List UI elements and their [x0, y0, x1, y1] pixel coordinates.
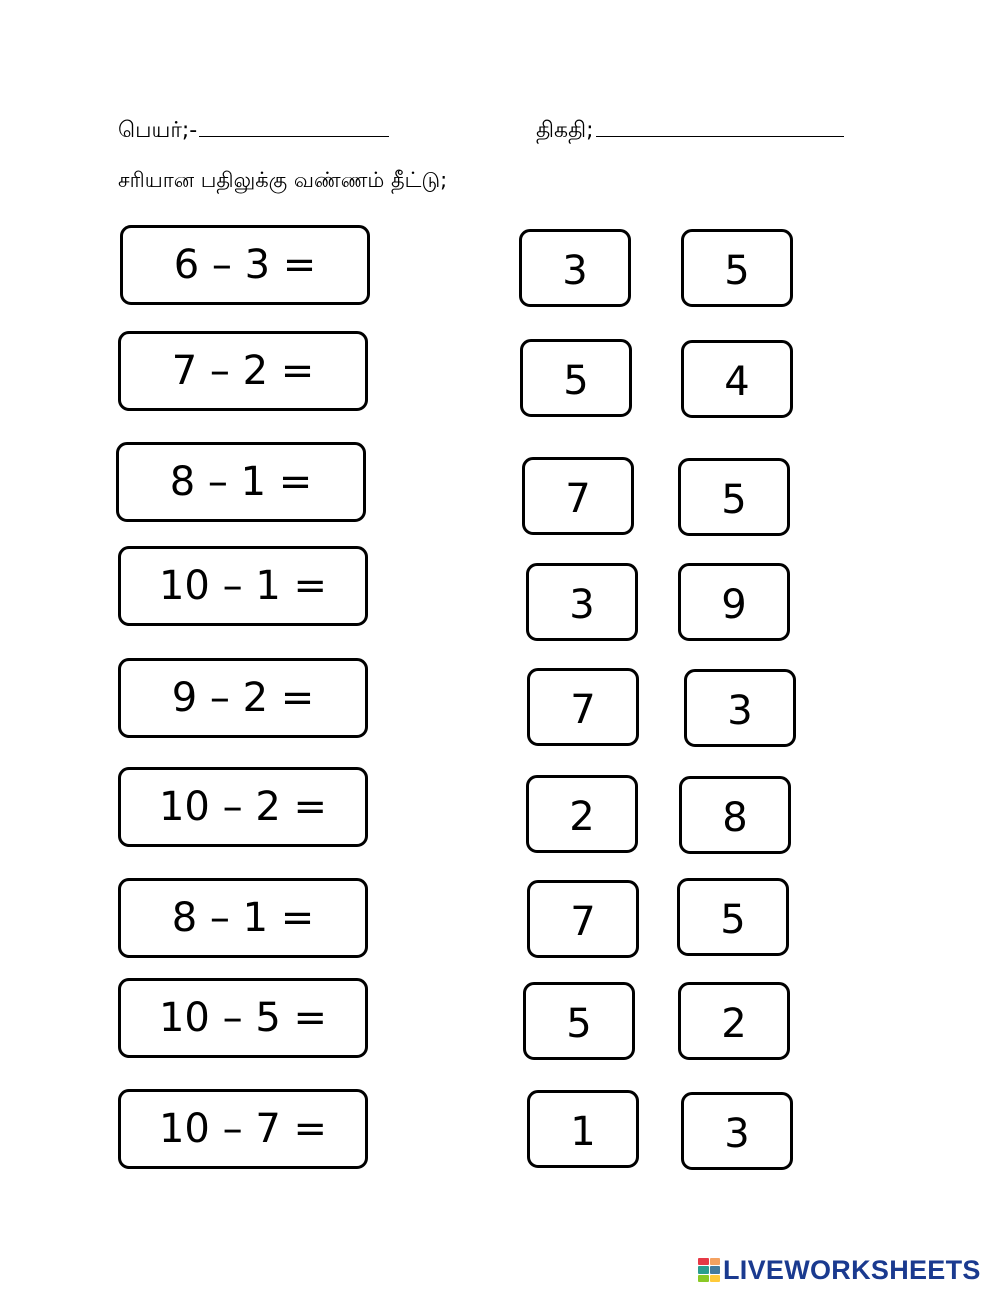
question-box: 8 – 1 =: [118, 878, 368, 958]
question-box: 10 – 7 =: [118, 1089, 368, 1169]
answer-option-box[interactable]: 3: [526, 563, 638, 641]
liveworksheets-logo-icon: [698, 1258, 720, 1282]
answer-option-box[interactable]: 3: [519, 229, 631, 307]
answer-option-box[interactable]: 7: [522, 457, 634, 535]
question-box: 10 – 5 =: [118, 978, 368, 1058]
answer-option-box[interactable]: 5: [677, 878, 789, 956]
answer-option-box[interactable]: 4: [681, 340, 793, 418]
answer-option-box[interactable]: 3: [681, 1092, 793, 1170]
question-box: 9 – 2 =: [118, 658, 368, 738]
answer-option-box[interactable]: 5: [523, 982, 635, 1060]
answer-option-box[interactable]: 5: [681, 229, 793, 307]
question-box: 10 – 2 =: [118, 767, 368, 847]
instruction-text: சரியான பதிலுக்கு வண்ணம் தீட்டு;: [118, 168, 448, 192]
date-label: திகதி;: [536, 118, 594, 143]
question-box: 10 – 1 =: [118, 546, 368, 626]
name-label: பெயர்;-: [118, 118, 198, 143]
question-box: 8 – 1 =: [116, 442, 366, 522]
answer-option-box[interactable]: 2: [526, 775, 638, 853]
answer-option-box[interactable]: 9: [678, 563, 790, 641]
question-box: 6 – 3 =: [120, 225, 370, 305]
answer-option-box[interactable]: 5: [678, 458, 790, 536]
answer-option-box[interactable]: 3: [684, 669, 796, 747]
answer-option-box[interactable]: 1: [527, 1090, 639, 1168]
answer-option-box[interactable]: 5: [520, 339, 632, 417]
answer-option-box[interactable]: 7: [527, 668, 639, 746]
liveworksheets-logo: [698, 1254, 981, 1286]
answer-option-box[interactable]: 7: [527, 880, 639, 958]
question-box: 7 – 2 =: [118, 331, 368, 411]
answer-option-box[interactable]: 2: [678, 982, 790, 1060]
answer-option-box[interactable]: 8: [679, 776, 791, 854]
brand-name: LIVEWORKSHEETS: [723, 1254, 981, 1285]
